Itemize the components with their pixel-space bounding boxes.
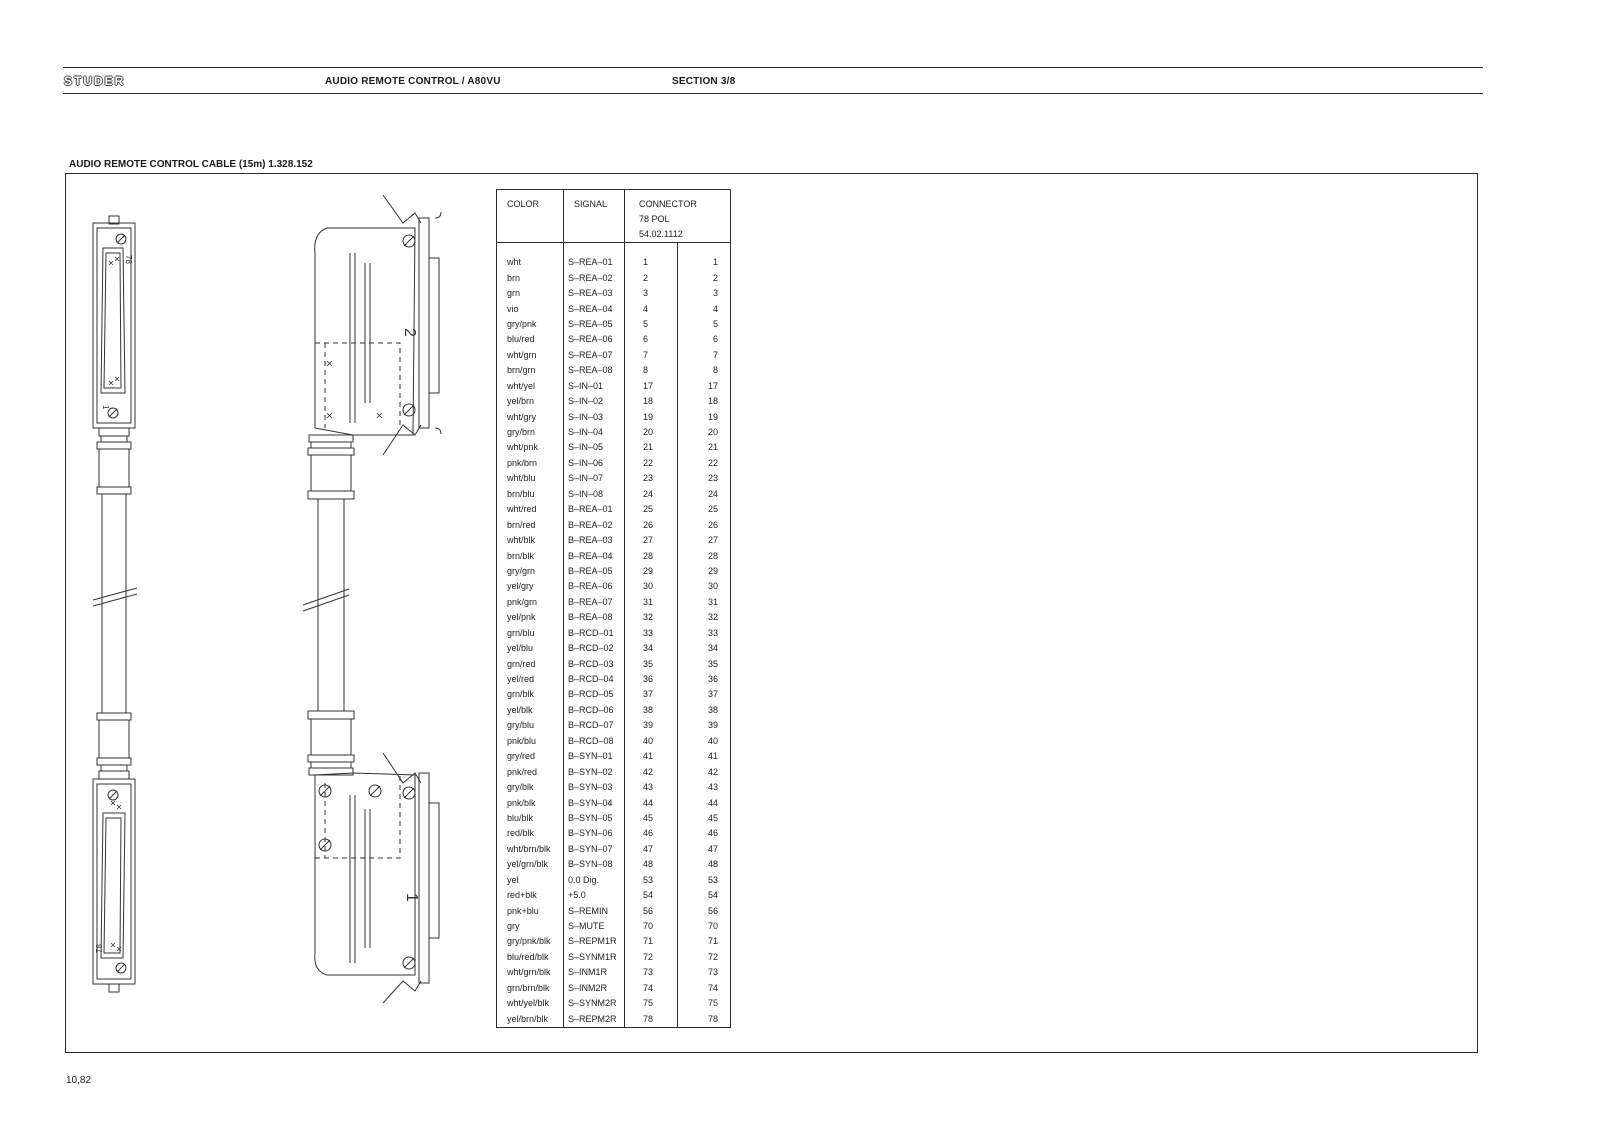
connector-pin-cell: 36 [707,674,718,685]
connector-pin-cell: 72 [625,950,678,965]
connector-pin-cell: 43 [625,780,678,795]
table-row [497,610,731,625]
connector-pin-cell: 38 [625,703,678,718]
wire-color-cell: grn/red [497,656,564,671]
connector-pin-cell: 28 [707,550,718,561]
connector-pin-cell: 5 [712,318,718,329]
table-row [497,363,731,378]
connector-pin-cell: 47 [707,843,718,854]
connector-pin-cell: 54 [625,888,678,903]
wire-color-cell: grn [497,286,564,301]
drawing-title: AUDIO REMOTE CONTROL CABLE (15m) 1.328.152 [69,159,313,170]
signal-cell: B–REA–05 [564,564,625,579]
connector-pin-cell: 2 [625,270,678,285]
wire-color-cell: gry/red [497,749,564,764]
signal-cell: S–REA–08 [564,363,625,378]
signal-cell: B–REA–02 [564,517,625,532]
connector-pin-cell: 23 [707,473,718,484]
signal-cell: B–REA–03 [564,533,625,548]
table-row [497,394,731,409]
connector-pin-cell: 47 [625,842,678,857]
connector-pin-cell: 18 [625,394,678,409]
connector-pin-cell: 71 [625,934,678,949]
wire-color-cell: blu/blk [497,811,564,826]
signal-cell: S–REPM1R [564,934,625,949]
wire-color-cell: yel [497,873,564,888]
table-row [497,965,731,980]
connector-pin-cell: 48 [625,857,678,872]
wire-color-cell: yel/brn [497,394,564,409]
connector-pin-cell: 4 [712,303,718,314]
wire-color-cell: grn/brn/blk [497,981,564,996]
signal-cell: S–REA–06 [564,332,625,347]
connector-pin-cell: 54 [707,890,718,901]
connector-pin-cell: 6 [625,332,678,347]
connector-pin-cell: 32 [625,610,678,625]
connector-pin-cell: 33 [707,627,718,638]
connector-pin-cell: 78 [707,1013,718,1024]
table-row [497,672,731,687]
connector-pin-cell: 36 [625,672,678,687]
wire-color-cell: yel/blk [497,703,564,718]
signal-cell: B–SYN–04 [564,795,625,810]
signal-cell: S–INM2R [564,981,625,996]
connector-pin-cell: 5 [625,317,678,332]
connector-header-line1: CONNECTOR [639,199,697,209]
connector-pin-cell: 17 [625,379,678,394]
signal-cell: B–RCD–04 [564,672,625,687]
connector-pin-cell: 22 [625,456,678,471]
wire-color-cell: pnk/grn [497,595,564,610]
connector-pin-cell: 72 [707,951,718,962]
pin-assignment-table [496,189,731,1028]
table-row [497,579,731,594]
table-row [497,780,731,795]
table-row [497,826,731,841]
connector-pin-cell: 3 [625,286,678,301]
signal-cell: S–REA–05 [564,317,625,332]
studer-logo: STUDER [64,74,126,88]
connector-pin-cell: 3 [712,288,718,299]
table-row [497,255,731,270]
table-row [497,749,731,764]
connector-pin-cell: 44 [625,795,678,810]
wire-color-cell: brn/blu [497,487,564,502]
signal-cell: S–REA–04 [564,301,625,316]
connector-pin-cell: 28 [625,548,678,563]
connector-pin-cell: 41 [625,749,678,764]
connector-pin-cell: 35 [625,656,678,671]
signal-cell: S–IN–01 [564,379,625,394]
table-row [497,888,731,903]
table-spacer-row [497,243,731,256]
table-row [497,270,731,285]
signal-cell: B–SYN–03 [564,780,625,795]
signal-cell: S–REA–01 [564,255,625,270]
table-row [497,564,731,579]
table-row [497,348,731,363]
wire-color-cell: gry/blk [497,780,564,795]
wire-color-cell: wht/gry [497,409,564,424]
wire-color-cell: wht/pnk [497,440,564,455]
table-row [497,332,731,347]
table-row [497,842,731,857]
wire-color-cell: blu/red [497,332,564,347]
wire-color-cell: pnk/blu [497,734,564,749]
pin-table-body [497,243,731,1028]
table-row [497,718,731,733]
signal-cell: B–REA–06 [564,579,625,594]
signal-cell: S–SYNM1R [564,950,625,965]
column-header-signal: SIGNAL [564,190,625,243]
signal-cell: B–SYN–08 [564,857,625,872]
connector-pin-cell: 24 [625,487,678,502]
table-row [497,764,731,779]
connector-pin-cell: 56 [707,905,718,916]
column-header-color: COLOR [497,190,564,243]
table-row [497,981,731,996]
table-row [497,502,731,517]
front-view [93,216,137,992]
connector-pin-cell: 2 [712,272,718,283]
table-row [497,487,731,502]
connector-pin-cell: 41 [707,751,718,762]
wire-color-cell: wht/red [497,502,564,517]
connector-pin-cell: 17 [707,380,718,391]
table-row [497,1011,731,1027]
connector-pin-cell: 25 [625,502,678,517]
document-title: AUDIO REMOTE CONTROL / A80VU [325,76,501,87]
connector-2-label: 2 [401,328,418,337]
wire-color-cell: pnk/blk [497,795,564,810]
connector-pin-cell: 34 [707,643,718,654]
section-label: SECTION 3/8 [672,76,736,87]
table-row [497,286,731,301]
connector-pin-cell: 29 [707,565,718,576]
wire-color-cell: grn/blu [497,626,564,641]
pin-78-label-top: 78 [124,255,133,264]
signal-cell: B–RCD–03 [564,656,625,671]
signal-cell: B–SYN–02 [564,764,625,779]
connector-pin-cell: 46 [707,828,718,839]
connector-pin-cell: 33 [625,626,678,641]
connector-pin-cell: 38 [707,704,718,715]
connector-pin-cell: 23 [625,471,678,486]
connector-pin-cell: 44 [707,797,718,808]
signal-cell: B–SYN–06 [564,826,625,841]
connector-pin-cell: 34 [625,641,678,656]
connector-pin-cell: 7 [712,349,718,360]
connector-pin-cell: 75 [707,998,718,1009]
connector-pin-cell: 39 [707,720,718,731]
table-row [497,409,731,424]
wire-color-cell: gry/pnk [497,317,564,332]
connector-pin-cell: 45 [707,812,718,823]
side-view [303,195,441,1003]
wire-color-cell: vio [497,301,564,316]
table-row [497,873,731,888]
table-row [497,857,731,872]
wire-color-cell: yel/gry [497,579,564,594]
signal-cell: S–IN–08 [564,487,625,502]
connector-pin-cell: 18 [707,396,718,407]
table-header-row [497,190,731,243]
signal-cell: B–RCD–05 [564,687,625,702]
wire-color-cell: grn/blk [497,687,564,702]
connector-pin-cell: 70 [625,919,678,934]
signal-cell: B–RCD–01 [564,626,625,641]
signal-cell: S–INM1R [564,965,625,980]
table-row [497,517,731,532]
connector-pin-cell: 26 [625,517,678,532]
connector-pin-cell: 48 [707,859,718,870]
table-row [497,456,731,471]
connector-pin-cell: 75 [625,996,678,1011]
wire-color-cell: blu/red/blk [497,950,564,965]
connector-pin-cell: 22 [707,457,718,468]
signal-cell: S–IN–03 [564,409,625,424]
connector-pin-cell: 42 [625,764,678,779]
table-row [497,301,731,316]
signal-cell: S–REA–02 [564,270,625,285]
table-row [497,317,731,332]
connector-pin-cell: 70 [707,921,718,932]
wire-color-cell: wht/grn [497,348,564,363]
table-row [497,950,731,965]
table-row [497,734,731,749]
table-row [497,996,731,1011]
connector-pin-cell: 20 [707,427,718,438]
cable-drawing [65,173,485,1053]
connector-pin-cell: 37 [625,687,678,702]
wire-color-cell: wht [497,255,564,270]
connector-pin-cell: 4 [625,301,678,316]
connector-pin-cell: 21 [707,442,718,453]
wire-color-cell: red/blk [497,826,564,841]
connector-pin-cell: 71 [707,936,718,947]
wire-color-cell: wht/yel/blk [497,996,564,1011]
connector-pin-cell: 27 [625,533,678,548]
wire-color-cell: gry/blu [497,718,564,733]
connector-pin-cell: 26 [707,519,718,530]
table-row [497,425,731,440]
pin-1-label-top: 1 [101,405,110,410]
connector-pin-cell: 46 [625,826,678,841]
signal-cell: S–SYNM2R [564,996,625,1011]
signal-cell: S–IN–05 [564,440,625,455]
connector-pin-cell: 27 [707,535,718,546]
signal-cell: B–REA–01 [564,502,625,517]
connector-pin-cell: 24 [707,488,718,499]
signal-cell: S–IN–06 [564,456,625,471]
connector-pin-cell: 8 [625,363,678,378]
connector-pin-cell: 56 [625,903,678,918]
connector-pin-cell: 42 [707,766,718,777]
signal-cell: S–IN–04 [564,425,625,440]
connector-pin-cell: 30 [625,579,678,594]
table-row [497,533,731,548]
wire-color-cell: yel/red [497,672,564,687]
table-row [497,379,731,394]
table-row [497,687,731,702]
connector-pin-cell: 73 [625,965,678,980]
signal-cell: S–REA–07 [564,348,625,363]
signal-cell: S–IN–02 [564,394,625,409]
table-row [497,811,731,826]
connector-pin-cell: 40 [625,734,678,749]
signal-cell: B–SYN–05 [564,811,625,826]
table-row [497,795,731,810]
signal-cell: B–RCD–02 [564,641,625,656]
wire-color-cell: pnk/red [497,764,564,779]
connector-pin-cell: 53 [625,873,678,888]
connector-pin-cell: 78 [625,1011,678,1027]
table-row [497,548,731,563]
connector-pin-cell: 29 [625,564,678,579]
signal-cell: S–REPM2R [564,1011,625,1027]
wire-color-cell: gry/brn [497,425,564,440]
connector-pin-cell: 20 [625,425,678,440]
connector-pin-cell: 1 [712,257,718,268]
connector-pin-cell: 37 [707,689,718,700]
pin-78-label-bottom: 78 [95,944,104,953]
connector-pin-cell: 7 [625,348,678,363]
wire-color-cell: wht/brn/blk [497,842,564,857]
column-header-connector [625,190,731,243]
connector-pin-cell: 19 [707,411,718,422]
wire-color-cell: pnk/brn [497,456,564,471]
table-row [497,703,731,718]
page-number: 10,82 [66,1075,92,1086]
signal-cell: S–REA–03 [564,286,625,301]
table-row [497,626,731,641]
connector-pin-cell: 31 [707,596,718,607]
table-row [497,471,731,486]
table-row [497,903,731,918]
wire-color-cell: brn/blk [497,548,564,563]
wire-color-cell: brn/grn [497,363,564,378]
connector-header-line2: 78 POL [639,214,670,224]
wire-color-cell: wht/yel [497,379,564,394]
signal-cell: S–MUTE [564,919,625,934]
table-row [497,934,731,949]
signal-cell: B–SYN–07 [564,842,625,857]
connector-header-line3: 54.02.1112 [639,229,683,239]
wire-color-cell: gry/pnk/blk [497,934,564,949]
connector-pin-cell: 1 [625,255,678,270]
signal-cell: B–REA–08 [564,610,625,625]
table-row [497,919,731,934]
signal-cell: B–SYN–01 [564,749,625,764]
connector-pin-cell: 74 [625,981,678,996]
signal-cell: B–REA–04 [564,548,625,563]
connector-pin-cell: 39 [625,718,678,733]
connector-pin-cell: 35 [707,658,718,669]
wire-color-cell: yel/grn/blk [497,857,564,872]
signal-cell: +5.0 [564,888,625,903]
wire-color-cell: gry [497,919,564,934]
connector-pin-cell: 25 [707,504,718,515]
connector-pin-cell: 19 [625,409,678,424]
connector-pin-cell: 21 [625,440,678,455]
connector-pin-cell: 30 [707,581,718,592]
wire-color-cell: brn/red [497,517,564,532]
wire-color-cell: pnk+blu [497,903,564,918]
connector-pin-cell: 45 [625,811,678,826]
table-row [497,656,731,671]
wire-color-cell: wht/blu [497,471,564,486]
signal-cell: B–RCD–06 [564,703,625,718]
header-top-rule [63,67,1483,68]
wire-color-cell: yel/pnk [497,610,564,625]
wire-color-cell: wht/blk [497,533,564,548]
table-row [497,595,731,610]
wire-color-cell: gry/grn [497,564,564,579]
connector-pin-cell: 43 [707,782,718,793]
signal-cell: S–REMIN [564,903,625,918]
signal-cell: B–RCD–07 [564,718,625,733]
wire-color-cell: brn [497,270,564,285]
connector-pin-cell: 40 [707,735,718,746]
wire-color-cell: wht/grn/blk [497,965,564,980]
connector-pin-cell: 32 [707,612,718,623]
connector-pin-cell: 53 [707,874,718,885]
table-row [497,641,731,656]
table-row [497,440,731,455]
connector-pin-cell: 31 [625,595,678,610]
signal-cell: 0.0 Dig. [564,873,625,888]
signal-cell: S–IN–07 [564,471,625,486]
connector-1-label: 1 [403,893,420,902]
signal-cell: B–REA–07 [564,595,625,610]
connector-pin-cell: 8 [712,365,718,376]
header-bottom-rule [63,93,1483,94]
wire-color-cell: yel/blu [497,641,564,656]
connector-pin-cell: 74 [707,982,718,993]
wire-color-cell: yel/brn/blk [497,1011,564,1027]
connector-pin-cell: 6 [712,334,718,345]
wire-color-cell: red+blk [497,888,564,903]
signal-cell: B–RCD–08 [564,734,625,749]
connector-pin-cell: 73 [707,967,718,978]
